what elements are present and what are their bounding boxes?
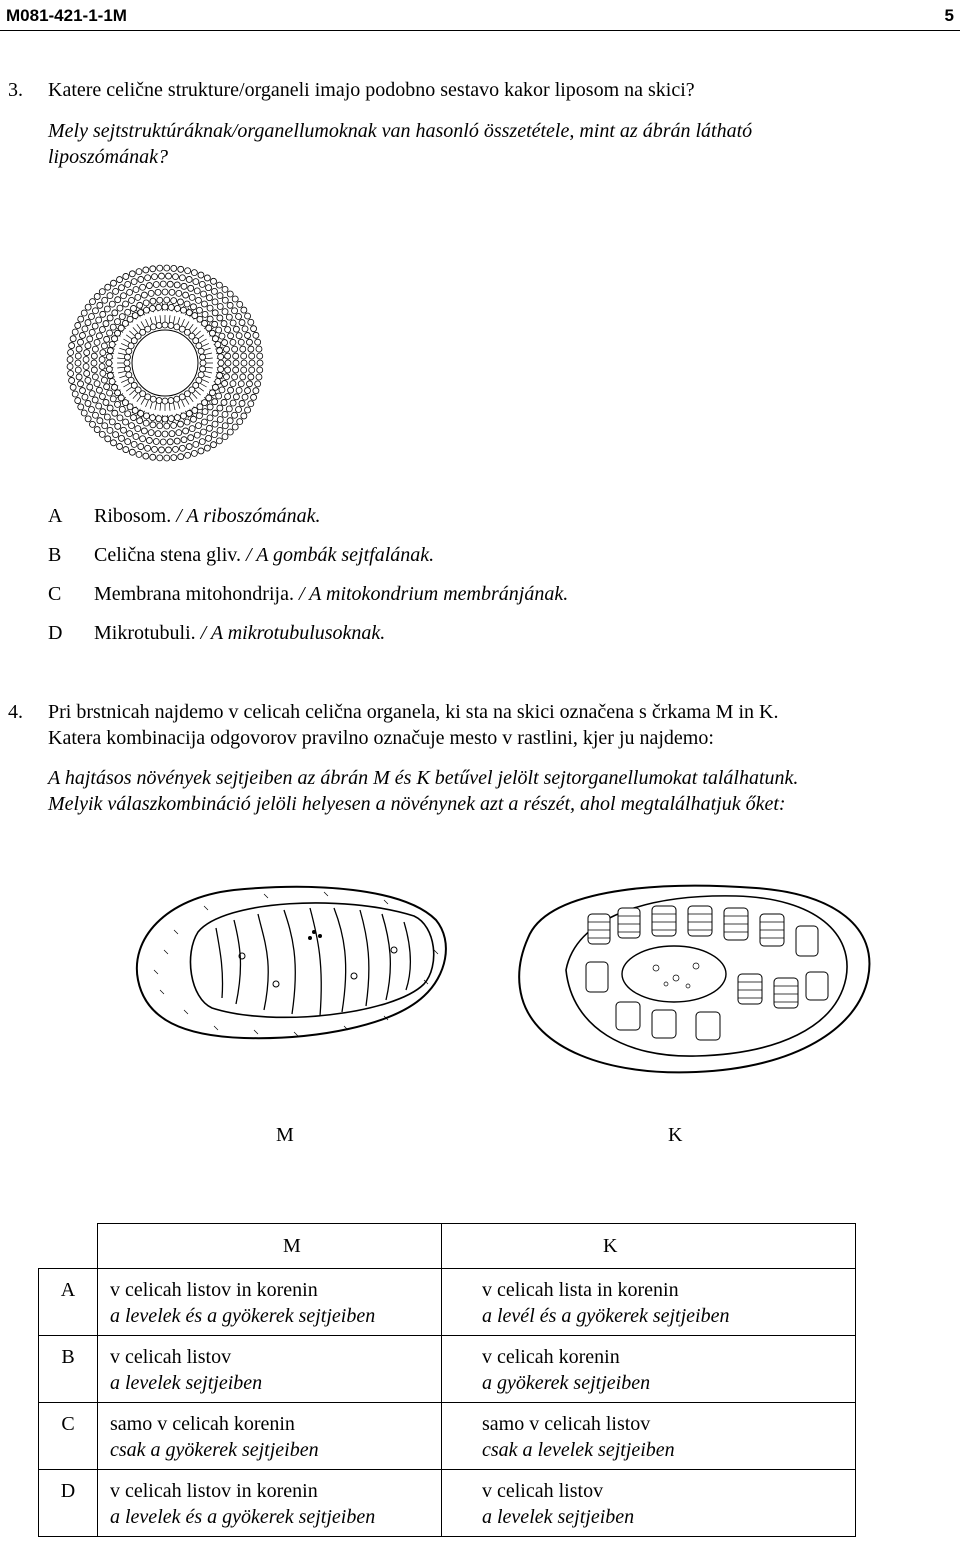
question-4-text-sl-1: Pri brstnicah najdemo v celicah celična organela, ki sta na skici označena s črkama M in K. [48, 701, 779, 723]
cell-m [98, 1336, 442, 1403]
cell-text-sl: samo v celicah listov [482, 1413, 651, 1435]
table-row [39, 1403, 856, 1470]
cell-k [442, 1269, 856, 1336]
cell-k [442, 1403, 856, 1470]
table-row [39, 1336, 856, 1403]
row-letter: D [39, 1470, 98, 1537]
cell-text-hu: a gyökerek sejtjeiben [482, 1372, 651, 1394]
option-text-hu: / A gombák sejtfalának. [246, 544, 435, 566]
chloroplast-figure [506, 878, 878, 1076]
question-4-number: 4. [8, 701, 23, 723]
option-letter: A [48, 505, 63, 527]
cell-m [98, 1403, 442, 1470]
cell-text-sl: v celicah listov [110, 1346, 232, 1368]
option-text-hu: / A mikrotubulusoknak. [200, 622, 386, 644]
question-3-text-sl: Katere celične strukture/organeli imajo podobno sestavo kakor liposom na skici? [48, 79, 695, 101]
cell-text-sl: v celicah lista in korenin [482, 1279, 679, 1301]
option-text-sl: Mikrotubuli. [94, 622, 196, 644]
figure-label-m: M [276, 1124, 294, 1146]
cell-m [98, 1269, 442, 1336]
cell-m [98, 1470, 442, 1537]
cell-text-sl: v celicah korenin [482, 1346, 620, 1368]
cell-k [442, 1470, 856, 1537]
cell-text-hu: a levelek és a gyökerek sejtjeiben [110, 1305, 376, 1327]
question-3-text-hu-2: liposzómának? [48, 146, 168, 168]
page-header [0, 0, 960, 31]
question-4-text-hu-1: A hajtásos növények sejtjeiben az ábrán M és K betűvel jelölt sejtorganellumokat találhatunk. [48, 767, 799, 789]
cell-text-hu: a levél és a gyökerek sejtjeiben [482, 1305, 730, 1327]
option-letter: D [48, 622, 63, 644]
cell-text-hu: a levelek sejtjeiben [110, 1372, 263, 1394]
answer-table [38, 1223, 856, 1537]
cell-text-sl: samo v celicah korenin [110, 1413, 295, 1435]
column-header-m: M [98, 1224, 442, 1269]
table-row [39, 1269, 856, 1336]
cell-text-hu: a levelek sejtjeiben [482, 1506, 635, 1528]
question-4-text-hu-2: Melyik válaszkombináció jelöli helyesen a növénynek azt a részét, ahol megtalálhatjuk őket: [48, 793, 786, 815]
table-header-row [39, 1224, 856, 1269]
cell-text-sl: v celicah listov in korenin [110, 1480, 318, 1502]
cell-text-hu: a levelek és a gyökerek sejtjeiben [110, 1506, 376, 1528]
cell-text-sl: v celicah listov in korenin [110, 1279, 318, 1301]
cell-k [442, 1336, 856, 1403]
option-letter: C [48, 583, 62, 605]
cell-text-hu: csak a gyökerek sejtjeiben [110, 1439, 319, 1461]
document-code: M081-421-1-1M [6, 6, 127, 25]
column-header-k: K [442, 1224, 856, 1269]
question-3-number: 3. [8, 79, 23, 101]
row-letter: B [39, 1336, 98, 1403]
question-4-text-sl-2: Katera kombinacija odgovorov pravilno označuje mesto v rastlini, kjer ju najdemo: [48, 727, 714, 749]
option-text-sl: Ribosom. [94, 505, 172, 527]
row-letter: A [39, 1269, 98, 1336]
option-text-hu: / A mitokondrium membránjának. [298, 583, 569, 605]
table-corner [39, 1224, 98, 1269]
table-row [39, 1470, 856, 1537]
cell-text-hu: csak a levelek sejtjeiben [482, 1439, 675, 1461]
page-number: 5 [944, 6, 954, 25]
option-text-sl: Membrana mitohondrija. [94, 583, 294, 605]
row-letter: C [39, 1403, 98, 1470]
liposome-figure [60, 258, 270, 468]
option-letter: B [48, 544, 62, 566]
option-text-hu: / A riboszómának. [176, 505, 321, 527]
option-text-sl: Celična stena gliv. [94, 544, 241, 566]
mitochondrion-figure [124, 880, 454, 1045]
cell-text-sl: v celicah listov [482, 1480, 604, 1502]
figure-label-k: K [668, 1124, 683, 1146]
question-3-text-hu-1: Mely sejtstruktúráknak/organellumoknak van hasonló összetétele, mint az ábrán látható [48, 120, 753, 142]
